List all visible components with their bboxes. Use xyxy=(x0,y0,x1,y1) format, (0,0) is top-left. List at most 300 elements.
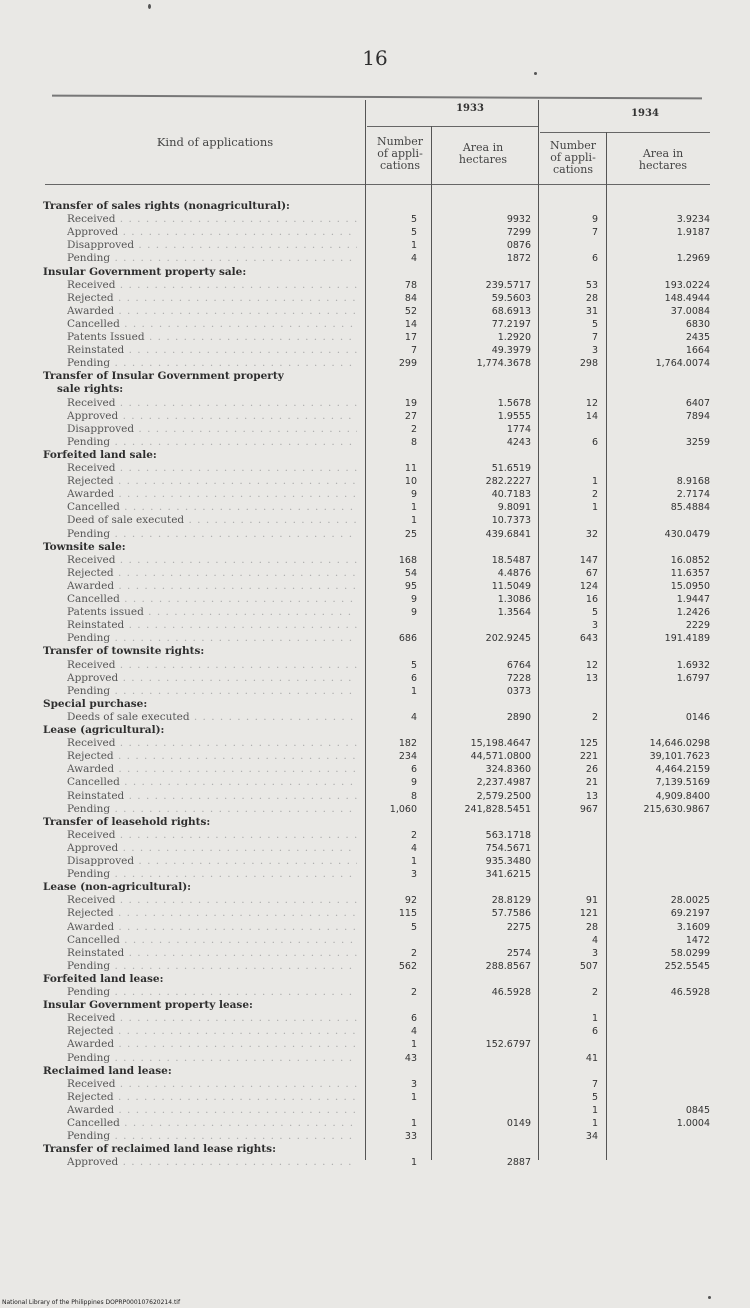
area-1933-cell: 1,774.3678 xyxy=(476,358,531,370)
row-label: Approved . . . xyxy=(67,1156,357,1169)
row-label: Deeds of sale executed . . . xyxy=(67,711,357,724)
num-1934-cell: 6 xyxy=(591,436,598,448)
num-1934-cell: 4 xyxy=(591,934,598,946)
area-1933-cell: 9932 xyxy=(506,214,531,226)
row-label: Received . . . xyxy=(67,1012,357,1025)
table-row xyxy=(35,685,715,698)
table-row xyxy=(35,829,715,842)
row-label: Awarded . . . xyxy=(67,488,357,501)
row-label: Pending . . . xyxy=(67,1130,357,1143)
num-header-line: of appli- xyxy=(377,147,423,160)
row-label: Awarded . . . xyxy=(67,1038,357,1051)
area-1933-cell: 1.2920 xyxy=(497,332,531,343)
num-1933-cell: 1 xyxy=(410,1118,417,1129)
num-header-1933 xyxy=(367,136,433,172)
row-label: Awarded . . . xyxy=(67,1104,357,1117)
num-1934-cell: 507 xyxy=(579,960,598,972)
row-label: Disapproved . . . xyxy=(67,855,357,868)
num-1934-cell: 67 xyxy=(585,567,598,579)
table-row xyxy=(35,737,715,750)
table-row xyxy=(35,750,715,763)
area-1933-cell: 51.6519 xyxy=(491,463,531,474)
area-1933-cell: 2,237.4987 xyxy=(476,777,531,789)
area-1934-cell: 37.0084 xyxy=(670,305,710,317)
area-1934-cell: 2229 xyxy=(685,620,710,632)
area-1934-cell: 1.6932 xyxy=(676,659,710,671)
row-label: Cancelled . . . xyxy=(67,934,357,947)
table-row xyxy=(35,1130,715,1143)
num-1934-cell: 3 xyxy=(591,620,598,632)
num-1933-cell: 10 xyxy=(404,476,417,488)
num-1934-cell: 34 xyxy=(585,1131,598,1143)
num-1934-cell: 13 xyxy=(585,790,598,802)
num-1933-cell: 9 xyxy=(410,594,417,605)
num-1933-cell: 1 xyxy=(410,240,417,252)
area-header-line: Area in xyxy=(462,141,504,154)
area-1933-cell: 1.3564 xyxy=(497,607,531,619)
num-1934-cell: 28 xyxy=(585,921,598,933)
area-1933-cell: 288.8567 xyxy=(485,960,531,972)
num-1934-cell: 221 xyxy=(579,751,598,763)
num-1933-cell: 6 xyxy=(410,764,417,776)
row-label: Received . . . xyxy=(67,829,357,842)
section-row xyxy=(35,266,715,279)
num-1934-cell: 5 xyxy=(591,607,598,619)
year-rule-1934 xyxy=(540,132,710,133)
table-row xyxy=(35,528,715,541)
row-label: Pending . . . xyxy=(67,803,357,816)
row-label: Reinstated . . . xyxy=(67,344,357,357)
table-row xyxy=(35,488,715,501)
area-1933-cell: 28.8129 xyxy=(491,895,531,907)
num-1934-cell: 13 xyxy=(585,672,598,684)
table-row xyxy=(35,357,715,370)
num-1933-cell: 9 xyxy=(410,489,417,501)
area-1934-cell: 6407 xyxy=(685,397,710,409)
num-1934-cell: 1 xyxy=(591,476,598,488)
table-row xyxy=(35,593,715,606)
num-1933-cell: 54 xyxy=(404,567,417,579)
area-1933-cell: 57.7586 xyxy=(491,908,531,920)
num-1933-cell: 5 xyxy=(410,659,417,671)
num-1934-cell: 5 xyxy=(591,1091,598,1103)
area-1933-cell: 68.6913 xyxy=(491,305,531,317)
num-1933-cell: 2 xyxy=(410,829,417,841)
area-1933-cell: 1774 xyxy=(506,423,531,435)
area-1934-cell: 3.1609 xyxy=(676,921,710,933)
row-label: Transfer of townsite rights: xyxy=(43,645,205,658)
area-1933-cell: 1.9555 xyxy=(497,410,531,422)
num-1934-cell: 6 xyxy=(591,1026,598,1038)
row-label: Received . . . xyxy=(67,737,357,750)
page-number: 16 xyxy=(362,46,388,70)
table-row xyxy=(35,868,715,881)
num-1933-cell: 27 xyxy=(404,410,417,422)
year-rule-1933 xyxy=(367,126,539,127)
area-1933-cell: 754.5671 xyxy=(485,842,531,854)
section-row xyxy=(35,645,715,658)
num-1933-cell: 9 xyxy=(410,607,417,619)
row-label: Cancelled . . . xyxy=(67,593,357,606)
area-1933-cell: 341.6215 xyxy=(485,869,531,881)
num-1934-cell: 16 xyxy=(585,594,598,605)
num-1933-cell: 52 xyxy=(404,305,417,317)
num-1933-cell: 4 xyxy=(410,253,417,265)
num-1933-cell: 1 xyxy=(410,856,417,867)
table-row xyxy=(35,331,715,344)
table-row xyxy=(35,1091,715,1104)
num-1934-cell: 2 xyxy=(591,987,598,998)
row-label: Rejected . . . xyxy=(67,1025,357,1038)
num-1933-cell: 5 xyxy=(410,227,417,239)
area-1934-cell: 2435 xyxy=(685,332,710,343)
section-row xyxy=(35,383,715,396)
row-label: Received . . . xyxy=(67,397,357,410)
area-header-line: hectares xyxy=(638,159,688,172)
table-row xyxy=(35,842,715,855)
area-1934-cell: 0146 xyxy=(685,711,710,723)
section-row xyxy=(35,724,715,737)
area-1933-cell: 2574 xyxy=(506,947,531,959)
row-label: Forfeited land sale: xyxy=(43,448,157,461)
area-1933-cell: 4.4876 xyxy=(497,567,531,579)
area-1934-cell: 58.0299 xyxy=(670,947,710,959)
table-row xyxy=(35,1156,715,1169)
table-row xyxy=(35,776,715,789)
area-1933-cell: 282.2227 xyxy=(485,476,531,488)
row-label: Patents issued . . . xyxy=(67,606,357,619)
row-label: Rejected . . . xyxy=(67,567,357,580)
area-1934-cell: 4,909.8400 xyxy=(655,790,710,802)
area-1933-cell: 1.3086 xyxy=(497,594,531,605)
num-1933-cell: 168 xyxy=(398,554,417,566)
table-row xyxy=(35,226,715,239)
area-header-1933 xyxy=(435,142,531,166)
num-1933-cell: 3 xyxy=(410,1078,417,1090)
row-label: Rejected . . . xyxy=(67,475,357,488)
num-1934-cell: 53 xyxy=(585,279,598,291)
row-label: Rejected . . . xyxy=(67,1091,357,1104)
num-1933-cell: 95 xyxy=(404,580,417,592)
table-row xyxy=(35,239,715,252)
row-label: Insular Government property lease: xyxy=(43,999,253,1012)
table-row xyxy=(35,907,715,920)
table-row xyxy=(35,619,715,632)
table-row xyxy=(35,410,715,423)
row-label: Pending . . . xyxy=(67,685,357,698)
num-1933-cell: 1 xyxy=(410,1039,417,1051)
row-label: Disapproved . . . xyxy=(67,423,357,436)
num-1934-cell: 7 xyxy=(591,332,598,343)
row-label: Approved . . . xyxy=(67,410,357,423)
year-1934-header: 1934 xyxy=(631,108,659,119)
row-label: Cancelled . . . xyxy=(67,318,357,331)
table-row xyxy=(35,986,715,999)
num-1934-cell: 2 xyxy=(591,489,598,501)
table-row xyxy=(35,763,715,776)
num-1933-cell: 8 xyxy=(410,436,417,448)
table-row xyxy=(35,894,715,907)
row-label: Rejected . . . xyxy=(67,907,357,920)
area-1934-cell: 193.0224 xyxy=(664,279,710,291)
area-1934-cell: 148.4944 xyxy=(664,292,710,304)
row-label: Deed of sale executed . . . xyxy=(67,514,357,527)
table-row xyxy=(35,1025,715,1038)
num-1933-cell: 3 xyxy=(410,869,417,881)
num-1934-cell: 28 xyxy=(585,292,598,304)
area-1934-cell: 16.0852 xyxy=(670,554,710,566)
num-1934-cell: 32 xyxy=(585,528,598,540)
area-1934-cell: 7,139.5169 xyxy=(655,777,710,789)
row-label: Transfer of Insular Government property xyxy=(43,370,284,383)
area-header-line: Area in xyxy=(642,147,684,160)
row-label: Received . . . xyxy=(67,554,357,567)
area-1933-cell: 202.9245 xyxy=(485,633,531,645)
table-row xyxy=(35,292,715,305)
num-1934-cell: 14 xyxy=(585,410,598,422)
table-row xyxy=(35,711,715,724)
row-label: Awarded . . . xyxy=(67,763,357,776)
table-row xyxy=(35,672,715,685)
section-row xyxy=(35,999,715,1012)
area-1933-cell: 7228 xyxy=(506,672,531,684)
num-1933-cell: 1 xyxy=(410,515,417,527)
area-1934-cell: 8.9168 xyxy=(676,476,710,488)
row-label: Transfer of leasehold rights: xyxy=(43,815,211,828)
area-1933-cell: 49.3979 xyxy=(491,345,531,357)
num-1934-cell: 3 xyxy=(591,345,598,357)
table-row xyxy=(35,252,715,265)
area-1933-cell: 46.5928 xyxy=(491,987,531,998)
row-label: Townsite sale: xyxy=(43,540,126,553)
table-row xyxy=(35,475,715,488)
area-1933-cell: 7299 xyxy=(506,227,531,239)
num-1933-cell: 25 xyxy=(404,528,417,540)
row-label: Disapproved . . . xyxy=(67,239,357,252)
num-1934-cell: 91 xyxy=(585,895,598,907)
table-row xyxy=(35,960,715,973)
area-1934-cell: 1664 xyxy=(685,345,710,357)
table-row xyxy=(35,318,715,331)
num-1934-cell: 7 xyxy=(591,1078,598,1090)
row-label: Awarded . . . xyxy=(67,921,357,934)
area-1933-cell: 77.2197 xyxy=(491,318,531,330)
num-header-line: cations xyxy=(552,163,593,176)
num-1934-cell: 12 xyxy=(585,397,598,409)
section-row xyxy=(35,881,715,894)
row-label: Reinstated . . . xyxy=(67,790,357,803)
row-label: Cancelled . . . xyxy=(67,501,357,514)
num-1933-cell: 92 xyxy=(404,895,417,907)
footer-caption: National Library of the Philippines DOPRP000107620214.tif xyxy=(2,1299,181,1306)
num-1934-cell: 12 xyxy=(585,659,598,671)
area-1934-cell: 1,764.0074 xyxy=(655,358,710,370)
num-1933-cell: 2 xyxy=(410,423,417,435)
speck xyxy=(534,72,537,75)
num-1934-cell: 967 xyxy=(579,803,598,815)
num-header-line: Number xyxy=(377,135,423,148)
num-1934-cell: 121 xyxy=(579,908,598,920)
section-row xyxy=(35,973,715,986)
area-1933-cell: 241,828.5451 xyxy=(464,803,531,815)
area-1933-cell: 6764 xyxy=(506,659,531,671)
speck xyxy=(708,1296,711,1299)
area-1933-cell: 2890 xyxy=(506,711,531,723)
num-1934-cell: 1 xyxy=(591,502,598,514)
num-1933-cell: 5 xyxy=(410,921,417,933)
table-row xyxy=(35,580,715,593)
table-row xyxy=(35,803,715,816)
num-1933-cell: 2 xyxy=(410,947,417,959)
area-1934-cell: 46.5928 xyxy=(670,987,710,998)
section-row xyxy=(35,1065,715,1078)
num-1933-cell: 33 xyxy=(404,1131,417,1143)
area-1934-cell: 1.9187 xyxy=(676,227,710,239)
table-row xyxy=(35,606,715,619)
num-1934-cell: 124 xyxy=(579,580,598,592)
num-header-line: cations xyxy=(379,159,420,172)
area-1934-cell: 6830 xyxy=(685,318,710,330)
row-label: Pending . . . xyxy=(67,252,357,265)
table-row xyxy=(35,213,715,226)
num-1934-cell: 1 xyxy=(591,1118,598,1129)
row-label: Cancelled . . . xyxy=(67,1117,357,1130)
area-1933-cell: 1872 xyxy=(506,253,531,265)
num-1934-cell: 147 xyxy=(579,554,598,566)
area-1934-cell: 1.2426 xyxy=(676,607,710,619)
area-1934-cell: 1.0004 xyxy=(676,1118,710,1129)
area-1933-cell: 439.6841 xyxy=(485,528,531,540)
table-row xyxy=(35,344,715,357)
table-row xyxy=(35,934,715,947)
row-label: Transfer of reclaimed land lease rights: xyxy=(43,1143,276,1156)
row-label: Transfer of sales rights (nonagricultural): xyxy=(43,200,290,212)
area-1934-cell: 28.0025 xyxy=(670,895,710,907)
row-label: Pending . . . xyxy=(67,1052,357,1065)
section-row xyxy=(35,1143,715,1156)
area-1934-cell: 3259 xyxy=(685,436,710,448)
num-1934-cell: 7 xyxy=(591,227,598,239)
num-1933-cell: 14 xyxy=(404,318,417,330)
table-row xyxy=(35,1117,715,1130)
table-row xyxy=(35,947,715,960)
area-1933-cell: 15,198.4647 xyxy=(470,738,531,750)
num-1933-cell: 182 xyxy=(398,738,417,750)
area-1934-cell: 11.6357 xyxy=(670,567,710,579)
row-label: Approved . . . xyxy=(67,226,357,239)
num-1933-cell: 5 xyxy=(410,214,417,226)
year-1933-header: 1933 xyxy=(456,103,484,114)
row-label: Rejected . . . xyxy=(67,292,357,305)
table-row xyxy=(35,305,715,318)
section-row xyxy=(35,449,715,462)
row-label: Cancelled . . . xyxy=(67,776,357,789)
row-label: Received . . . xyxy=(67,659,357,672)
row-label: Received . . . xyxy=(67,279,357,292)
table-row xyxy=(35,855,715,868)
table-row xyxy=(35,632,715,645)
area-1934-cell: 15.0950 xyxy=(670,580,710,592)
table-row xyxy=(35,554,715,567)
area-1933-cell: 44,571.0800 xyxy=(470,751,531,763)
table-row xyxy=(35,1078,715,1091)
header-rule xyxy=(45,184,710,185)
row-label: Special purchase: xyxy=(43,697,148,710)
num-1934-cell: 1 xyxy=(591,1013,598,1025)
area-1934-cell: 1472 xyxy=(685,934,710,946)
row-label: Patents Issued . . . xyxy=(67,331,357,344)
table-row xyxy=(35,436,715,449)
area-1933-cell: 2887 xyxy=(506,1157,531,1169)
area-1934-cell: 215,630.9867 xyxy=(643,803,710,815)
num-1933-cell: 1 xyxy=(410,685,417,697)
area-1933-cell: 9.8091 xyxy=(497,502,531,514)
row-label: Insular Government property sale: xyxy=(43,265,247,278)
row-label: Received . . . xyxy=(67,462,357,475)
section-row xyxy=(35,816,715,829)
num-1934-cell: 298 xyxy=(579,358,598,370)
num-1933-cell: 299 xyxy=(398,358,417,370)
num-1934-cell: 643 xyxy=(579,633,598,645)
area-1933-cell: 1.5678 xyxy=(497,397,531,409)
table-row xyxy=(35,790,715,803)
row-label: Received . . . xyxy=(67,213,357,226)
row-label: Pending . . . xyxy=(67,436,357,449)
area-1933-cell: 40.7183 xyxy=(491,489,531,501)
area-1934-cell: 85.4884 xyxy=(670,502,710,514)
area-1933-cell: 2275 xyxy=(506,921,531,933)
area-1933-cell: 4243 xyxy=(506,436,531,448)
num-1934-cell: 26 xyxy=(585,764,598,776)
num-1934-cell: 9 xyxy=(591,214,598,226)
table-row xyxy=(35,514,715,527)
num-1933-cell: 234 xyxy=(398,751,417,763)
num-1934-cell: 1 xyxy=(591,1104,598,1116)
area-1933-cell: 10.7373 xyxy=(491,515,531,527)
num-1933-cell: 7 xyxy=(410,345,417,357)
area-1934-cell: 430.0479 xyxy=(664,528,710,540)
row-label: sale rights: xyxy=(57,383,124,396)
area-1934-cell: 4,464.2159 xyxy=(655,764,710,776)
table-row xyxy=(35,423,715,436)
area-1934-cell: 14,646.0298 xyxy=(649,738,710,750)
num-1934-cell: 31 xyxy=(585,305,598,317)
num-1933-cell: 115 xyxy=(398,908,417,920)
table-row xyxy=(35,279,715,292)
row-label: Pending . . . xyxy=(67,632,357,645)
section-row xyxy=(35,541,715,554)
area-1934-cell: 2.7174 xyxy=(676,489,710,501)
area-1934-cell: 7894 xyxy=(685,410,710,422)
area-1933-cell: 563.1718 xyxy=(485,829,531,841)
area-1933-cell: 324.8360 xyxy=(485,764,531,776)
area-1933-cell: 935.3480 xyxy=(485,856,531,867)
num-1933-cell: 4 xyxy=(410,711,417,723)
row-label: Rejected . . . xyxy=(67,750,357,763)
area-1933-cell: 0149 xyxy=(506,1118,531,1129)
num-1934-cell: 5 xyxy=(591,318,598,330)
area-1934-cell: 1.2969 xyxy=(676,253,710,265)
row-label: Pending . . . xyxy=(67,868,357,881)
num-1933-cell: 2 xyxy=(410,987,417,998)
table-row xyxy=(35,1012,715,1025)
row-label: Lease (agricultural): xyxy=(43,724,165,736)
area-1934-cell: 1.9447 xyxy=(676,594,710,605)
num-1933-cell: 8 xyxy=(410,790,417,802)
area-header-line: hectares xyxy=(458,153,508,166)
row-label: Forfeited land lease: xyxy=(43,972,164,985)
num-1933-cell: 6 xyxy=(410,672,417,684)
